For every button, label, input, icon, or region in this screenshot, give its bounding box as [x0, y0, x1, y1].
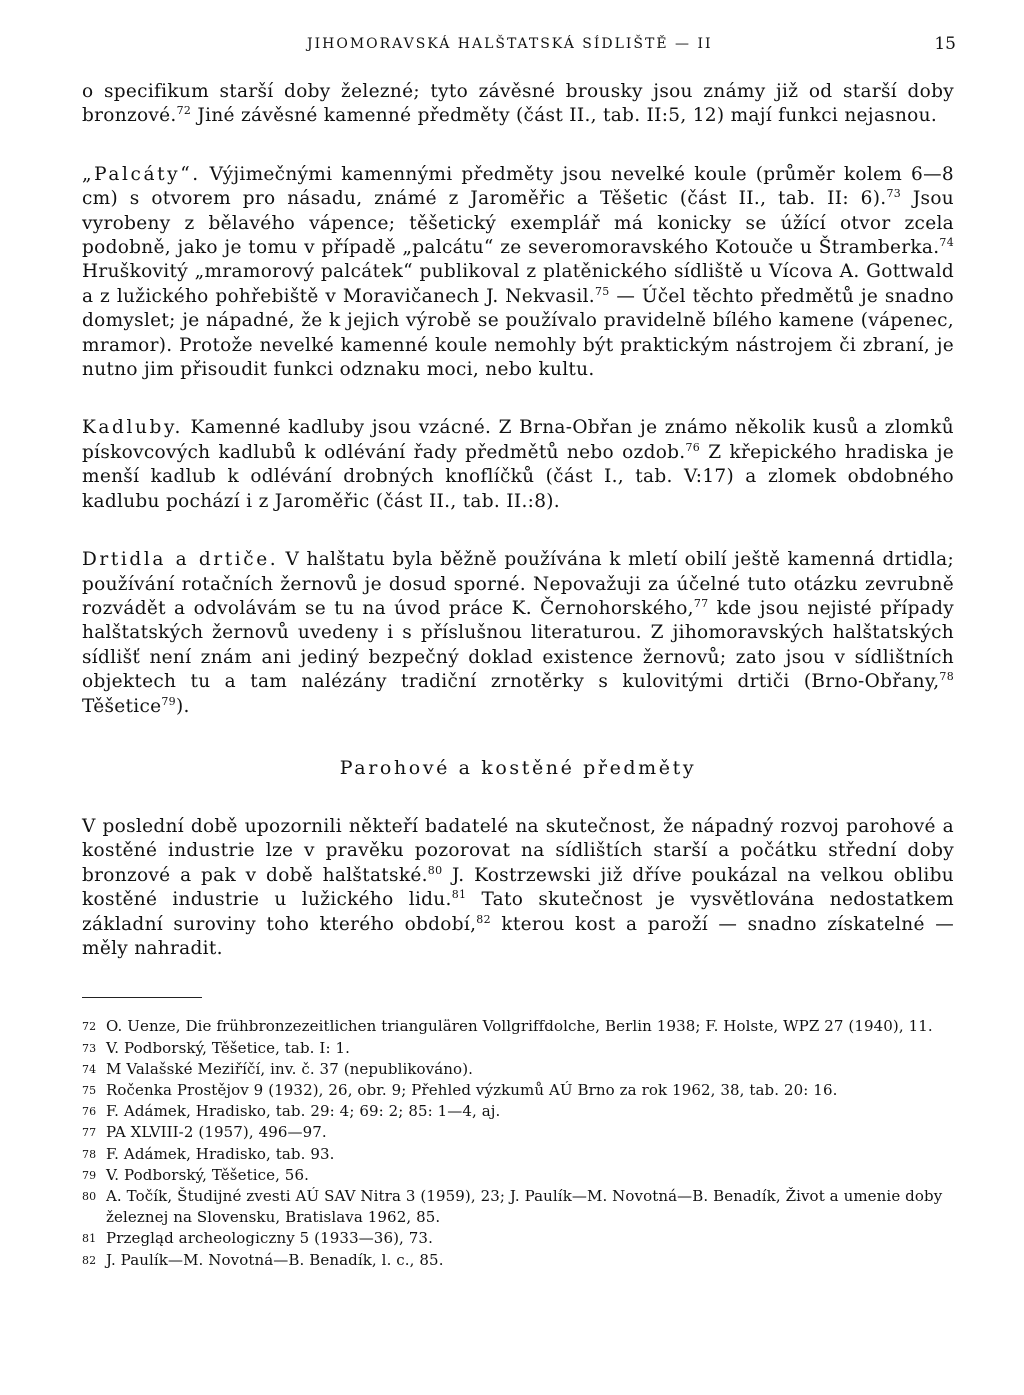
text: Jiné závěsné kamenné předměty (část II., tab. II:5, 12) mají funkci nejasnou.: [191, 105, 937, 127]
footnote-number: 79: [82, 1168, 97, 1182]
footnote: [82, 1144, 954, 1165]
paragraph-palcaty: [82, 163, 954, 383]
footnote-number: 75: [82, 1083, 97, 1097]
footnote-ref-82[interactable]: 82: [476, 912, 491, 926]
footnote-ref-72[interactable]: 72: [176, 104, 192, 118]
footnote: [82, 1080, 954, 1101]
text: Z křepického hradiska je menší kadlub k odlévání drobných knoflíčků (část I., tab. V:17) a zlomek obdobného kadlubu pochází i z Jaroměřic (část II., tab. II.:8).: [82, 441, 954, 512]
footnote: [82, 1165, 954, 1186]
text: Jsou vyrobeny z bělavého vápence; těšetický exemplář má konicky se úžící otvor zcela podobně, jako je tomu v případě „palcátu“ ze severomoravského Kotouče u Štramberka.: [82, 188, 955, 259]
footnote-ref-81[interactable]: 81: [451, 888, 467, 901]
footnote-text: F. Adámek, Hradisko, tab. 93.: [106, 1144, 335, 1163]
footnote-number: 77: [82, 1126, 97, 1140]
footnote: [82, 1101, 954, 1122]
footnote-text: M Valašské Meziříčí, inv. č. 37 (nepublikováno).: [106, 1059, 474, 1078]
footnote-number: 74: [82, 1062, 97, 1076]
paragraph-heading: Kadluby.: [82, 417, 184, 439]
footnote-number: 76: [82, 1105, 97, 1119]
footnote-number: 81: [82, 1232, 97, 1246]
footnotes: [82, 1016, 954, 1270]
text: Těšetice: [82, 695, 162, 717]
footnote-text: F. Adámek, Hradisko, tab. 29: 4; 69: 2; 85: 1—4, aj.: [106, 1102, 501, 1121]
footnote-ref-78[interactable]: 78: [939, 669, 954, 683]
footnote-number: 72: [82, 1020, 97, 1034]
footnote: [82, 1228, 954, 1249]
paragraph-drtidla: [82, 548, 954, 719]
footnote: [82, 1059, 954, 1080]
article-body: [82, 80, 954, 1271]
footnote-text: Ročenka Prostějov 9 (1932), 26, obr. 9; Přehled výzkumů AÚ Brno za rok 1962, 38, tab. 20: 16.: [106, 1080, 838, 1099]
text: V poslední době upozornili někteří badatelé na skutečnost, že nápadný rozvoj parohové a kostěné industrie lze v pravěku pozorovat na sídlištích starší a počátku střední doby bronzové a pak v době halštatské.: [82, 815, 954, 886]
footnote: [82, 1122, 954, 1143]
footnote-number: 78: [82, 1147, 97, 1161]
footnote-ref-75[interactable]: 75: [595, 284, 610, 298]
footnote-text: O. Uenze, Die frühbronzezeitlichen triangulären Vollgriffdolche, Berlin 1938; F. Holste, WPZ 27 (1940), 11.: [106, 1017, 933, 1036]
text: o specifikum starší doby železné; tyto závěsné brousky jsou známy již od starší doby bronzové.: [82, 81, 954, 127]
footnote-ref-79[interactable]: 79: [161, 694, 176, 708]
paragraph-1: [82, 80, 954, 129]
footnote: [82, 1186, 954, 1228]
page-header: [82, 34, 956, 58]
paragraph-heading: Drtidla a drtiče.: [82, 549, 279, 571]
footnote-number: 82: [82, 1253, 97, 1267]
paragraph-heading: „Palcáty“.: [82, 163, 201, 185]
text: V halštatu byla běžně používána k mletí obilí ještě kamenná drtidla; používání rotačních žernovů je dosud sporné. Nepovažuji za účelné tuto otázku zevrubně rozvádět a odvolávám se tu na úvod práce K. Černohorského,: [82, 549, 954, 619]
footnote-text: J. Paulík—M. Novotná—B. Benadík, l. c., 85.: [106, 1250, 444, 1269]
text: J. Kostrzewski již dříve poukázal na velkou oblibu kostěné industrie u lužického lidu.: [82, 864, 954, 911]
text: kterou kost a paroží — snadno získatelné — měly nahradit.: [82, 913, 954, 959]
footnote-ref-77[interactable]: 77: [693, 596, 709, 610]
paragraph-parohove: [82, 815, 954, 961]
footnote-ref-73[interactable]: 73: [886, 187, 902, 201]
text: kde jsou nejisté případy halštatských žernovů uvedeny i s příslušnou literaturou. Z jihomoravských halštatských sídlišť není znám ani jediný bezpečný doklad existence žernovů; zato jsou v sídlištních objektech tu a tam nalézány tradiční zrnotěrky s kulovitými drtiči (Brno-Obřany,: [82, 597, 954, 693]
footnote-text: V. Podborský, Těšetice, 56.: [106, 1165, 309, 1184]
footnote-ref-80[interactable]: 80: [427, 863, 443, 877]
footnote-divider: [82, 997, 202, 998]
text: — Účel těchto předmětů je snadno domyslet; je nápadné, že k jejich výrobě se používalo pravidelně bílého kamene (vápenec, mramor). Protože nevelké kamenné koule nemohly být praktickým nástrojem či zbraní, je nutno jim přisoudit funkci odznaku moci, nebo kultu.: [82, 285, 954, 381]
footnote-ref-74[interactable]: 74: [939, 235, 954, 249]
text: Tato skutečnost je vysvětlována nedostatkem základní suroviny toho kterého období,: [82, 889, 954, 935]
footnote: [82, 1250, 954, 1271]
footnote-text: V. Podborský, Těšetice, tab. I: 1.: [106, 1038, 350, 1057]
footnote-text: Przegląd archeologiczny 5 (1933—36), 73.: [106, 1229, 433, 1248]
text: ).: [175, 695, 190, 717]
text: Kamenné kadluby jsou vzácné. Z Brna-Obřan je známo několik kusů a zlomků pískovcových kadlubů k odlévání řady předmětů nebo ozdob.: [82, 417, 954, 463]
paragraph-kadluby: [82, 416, 954, 514]
text: Výjimečnými kamennými předměty jsou nevelké koule (průměr kolem 6—8 cm) s otvorem pro násadu, známé z Jaroměřic a Těšetic (část II., tab. II: 6).: [82, 163, 954, 210]
footnote-ref-76[interactable]: 76: [685, 440, 701, 454]
section-title: Parohové a kostěné předměty: [339, 756, 697, 779]
footnote-number: 73: [82, 1041, 97, 1055]
running-head: JIHOMORAVSKÁ HALŠTATSKÁ SÍDLIŠTĚ — II: [307, 36, 713, 52]
text: Hruškovitý „mramorový palcátek“ publikoval z platěnického sídliště u Vícova A. Gottwald a z lužického pohřebiště v Moravičanech J. Nekvasil.: [82, 261, 954, 307]
footnote: [82, 1016, 954, 1037]
footnote: [82, 1038, 954, 1059]
footnote-text: A. Točík, Študijné zvesti AÚ SAV Nitra 3 (1959), 23; J. Paulík—M. Novotná—B. Benadík, Život a umenie doby železnej na Slovensku, Bratislava 1962, 85.: [106, 1187, 943, 1227]
footnote-number: 80: [82, 1190, 97, 1203]
footnote-text: PA XLVIII-2 (1957), 496—97.: [106, 1123, 327, 1142]
page-number: 15: [934, 34, 956, 54]
